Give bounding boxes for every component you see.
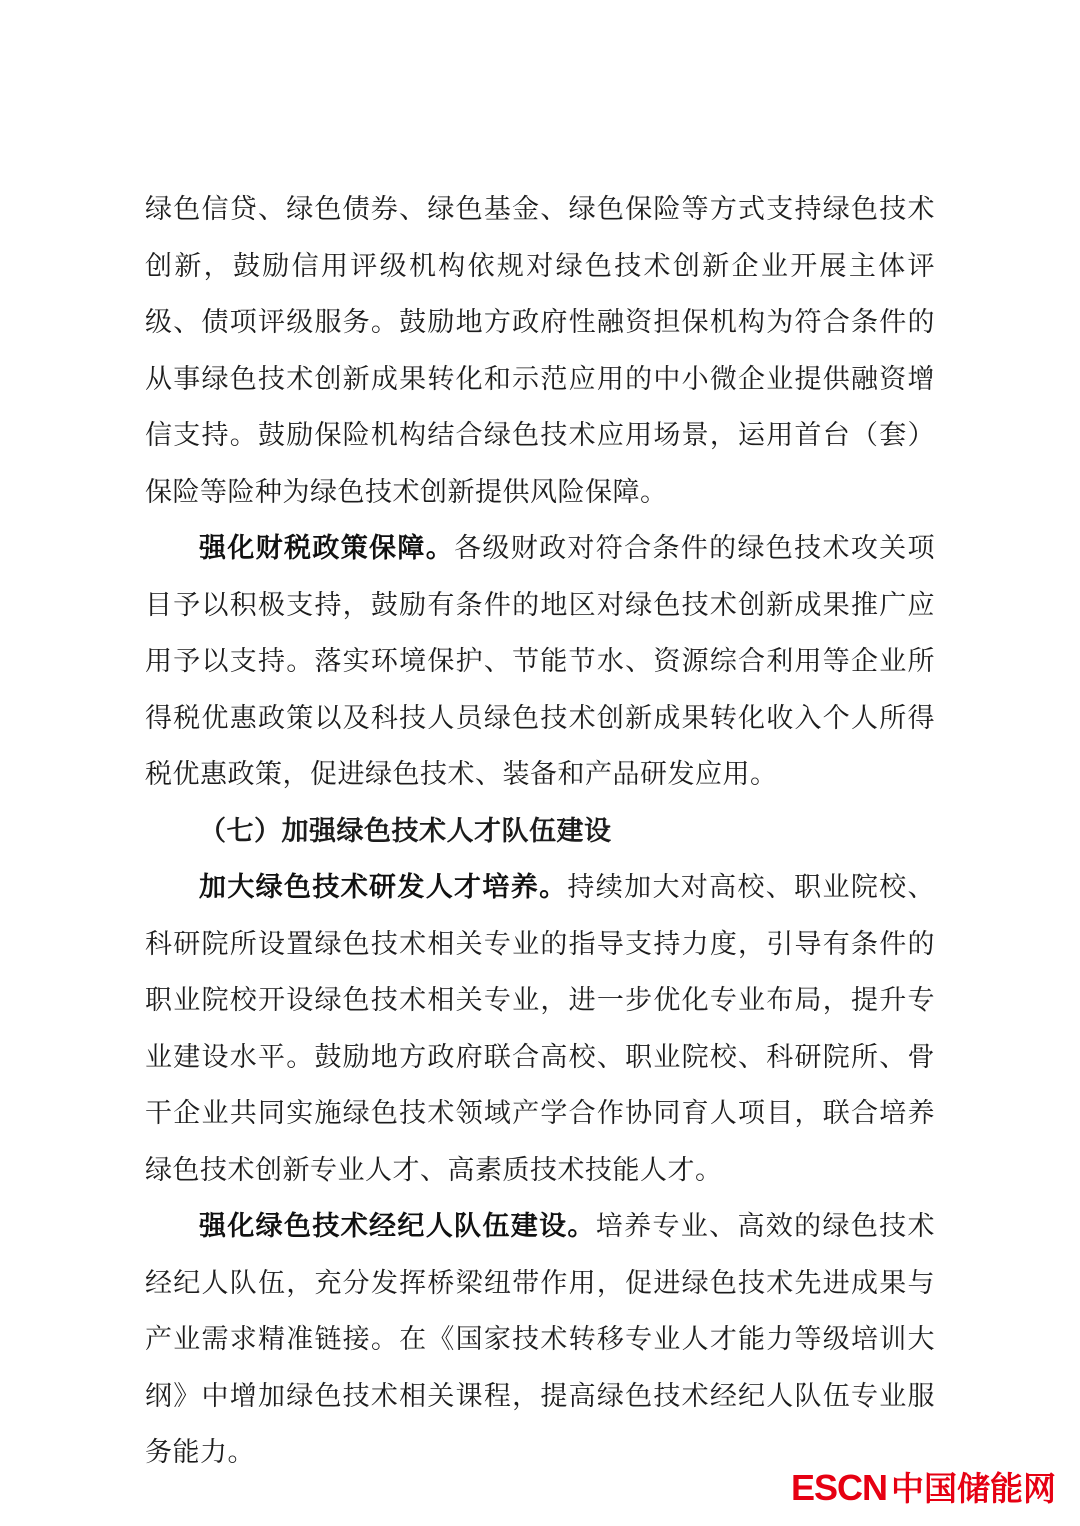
section-heading: （七）加强绿色技术人才队伍建设	[199, 815, 612, 846]
document-body	[145, 181, 935, 1481]
paragraph-lead-bold: 强化绿色技术经纪人队伍建设。	[199, 1211, 596, 1241]
paragraph-lead-bold: 加大绿色技术研发人才培养。	[199, 872, 568, 902]
paragraph: 加大绿色技术研发人才培养。持续加大对高校、职业院校、科研院所设置绿色技术相关专业的指导支持力度，引导有条件的职业院校开设绿色技术相关专业，进一步优化专业布局，提升专业建设水平。鼓励地方政府联合高校、职业院校、科研院所、骨干企业共同实施绿色技术领域产学合作协同育人项目，联合培养绿色技术创新专业人才、高素质技术技能人才。	[145, 872, 936, 1185]
escn-logo-latin-text: ESCN	[790, 1467, 887, 1508]
paragraph: 绿色信贷、绿色债券、绿色基金、绿色保险等方式支持绿色技术创新，鼓励信用评级机构依规对绿色技术创新企业开展主体评级、债项评级服务。鼓励地方政府性融资担保机构为符合条件的从事绿色技术创新成果转化和示范应用的中小微企业提供融资增信支持。鼓励保险机构结合绿色技术应用场景，运用首台（套）保险等险种为绿色技术创新提供风险保障。	[145, 194, 935, 507]
paragraph: 强化绿色技术经纪人队伍建设。培养专业、高效的绿色技术经纪人队伍，充分发挥桥梁纽带作用，促进绿色技术先进成果与产业需求精准链接。在《国家技术转移专业人才能力等级培训大纲》中增加绿色技术相关课程，提高绿色技术经纪人队伍专业服务能力。	[145, 1211, 936, 1467]
escn-logo	[790, 1467, 1056, 1508]
escn-logo-cjk-text: 中国储能网	[891, 1470, 1056, 1507]
paragraph-lead-bold: 强化财税政策保障。	[199, 533, 455, 563]
paragraph: 强化财税政策保障。各级财政对符合条件的绿色技术攻关项目予以积极支持，鼓励有条件的地区对绿色技术创新成果推广应用予以支持。落实环境保护、节能节水、资源综合利用等企业所得税优惠政策以及科技人员绿色技术创新成果转化收入个人所得税优惠政策，促进绿色技术、装备和产品研发应用。	[145, 533, 936, 789]
